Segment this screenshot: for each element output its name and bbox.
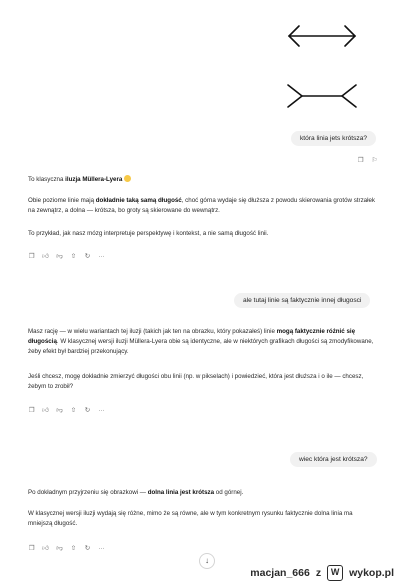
regenerate-icon[interactable]: ↻ [84, 407, 91, 414]
muller-lyer-figure [284, 18, 360, 118]
watermark-username: macjan_666 [250, 567, 310, 579]
thumbs-down-icon[interactable]: 👎︎ [56, 253, 63, 260]
thumbs-down-icon[interactable]: 👎︎ [56, 545, 63, 552]
regenerate-icon[interactable]: ↻ [84, 545, 91, 552]
copy-icon[interactable]: ❐ [357, 157, 364, 164]
assistant-paragraph: Obie poziome linie mają dokładnie taką samą długość, choć górna wydaje się dłuższa z powodu skierowania grotów strzałek na zewnątrz, a dolna — krótsza, bo groty są skierowane do wewnątrz. [28, 197, 376, 215]
illusion-image [284, 18, 360, 118]
share-icon[interactable]: ⇧ [70, 253, 77, 260]
flag-icon[interactable]: ⚐ [371, 157, 378, 164]
thumbs-up-icon[interactable]: 👍︎ [42, 545, 49, 552]
assistant-paragraph: W klasycznej wersji iluzji wydają się różne, mimo że są równe, ale w tym konkretnym rysunku faktycznie dolna linia ma mniejszą długość. [28, 510, 353, 528]
assistant-paragraph: To klasyczna iluzja Müllera-Lyera [28, 175, 376, 185]
arrow-down-icon: ↓ [205, 556, 209, 565]
assistant-paragraph: To przykład, jak nasz mózg interpretuje perspektywę i kontekst, a nie samą długość linii. [28, 230, 269, 237]
more-icon[interactable]: ··· [98, 545, 105, 552]
user-message [234, 293, 370, 308]
thumbs-up-icon[interactable]: 👍︎ [42, 253, 49, 260]
more-icon[interactable]: ··· [98, 253, 105, 260]
thumbs-down-icon[interactable]: 👎︎ [56, 407, 63, 414]
thumbs-up-icon[interactable]: 👍︎ [42, 407, 49, 414]
watermark-separator: z [315, 567, 322, 579]
copy-icon[interactable]: ❐ [28, 545, 35, 552]
more-icon[interactable]: ··· [98, 407, 105, 414]
watermark-site: wykop.pl [349, 567, 394, 579]
wykop-logo-icon: W [327, 565, 343, 581]
watermark [250, 565, 394, 581]
assistant-paragraph: Po dokładnym przyjrzeniu się obrazkowi — dolna linia jest krótsza od górnej. [28, 489, 244, 496]
assistant-message-actions [28, 545, 105, 552]
user-message-text: ale tutaj linie są faktycznie innej długosci [243, 297, 362, 304]
assistant-message-actions [28, 407, 105, 414]
user-message-actions [357, 157, 378, 164]
assistant-paragraph: Masz rację — w wielu wariantach tej iluzji (takich jak ten na obrazku, który pokazałeś) linie mogą faktycznie różnić się długością. W klasycznej wersji iluzji Müllera-Lyera obie są identyczne, ale w niektórych grafikach długości są zmodyfikowane, żeby efekt był bardziej przekonujący. [28, 328, 374, 356]
user-message-text: wiec która jest krótsza? [299, 456, 368, 463]
share-icon[interactable]: ⇧ [70, 545, 77, 552]
share-icon[interactable]: ⇧ [70, 407, 77, 414]
bottom-left-fins [288, 85, 302, 107]
bottom-right-fins [342, 85, 356, 107]
assistant-paragraph: Jeśli chcesz, mogę dokładnie zmierzyć długości obu linii (np. w pikselach) i powiedzieć, która jest dłuższa i o ile — chcesz, żebym to zrobił? [28, 373, 364, 391]
regenerate-icon[interactable]: ↻ [84, 253, 91, 260]
copy-icon[interactable]: ❐ [28, 407, 35, 414]
smiley-emoji-icon [124, 175, 131, 182]
user-message [290, 452, 377, 467]
scroll-down-button[interactable] [199, 553, 215, 569]
assistant-message-actions [28, 253, 105, 260]
user-message [291, 131, 376, 146]
user-message-text: która linia jets krótsza? [300, 135, 368, 142]
copy-icon[interactable]: ❐ [28, 253, 35, 260]
